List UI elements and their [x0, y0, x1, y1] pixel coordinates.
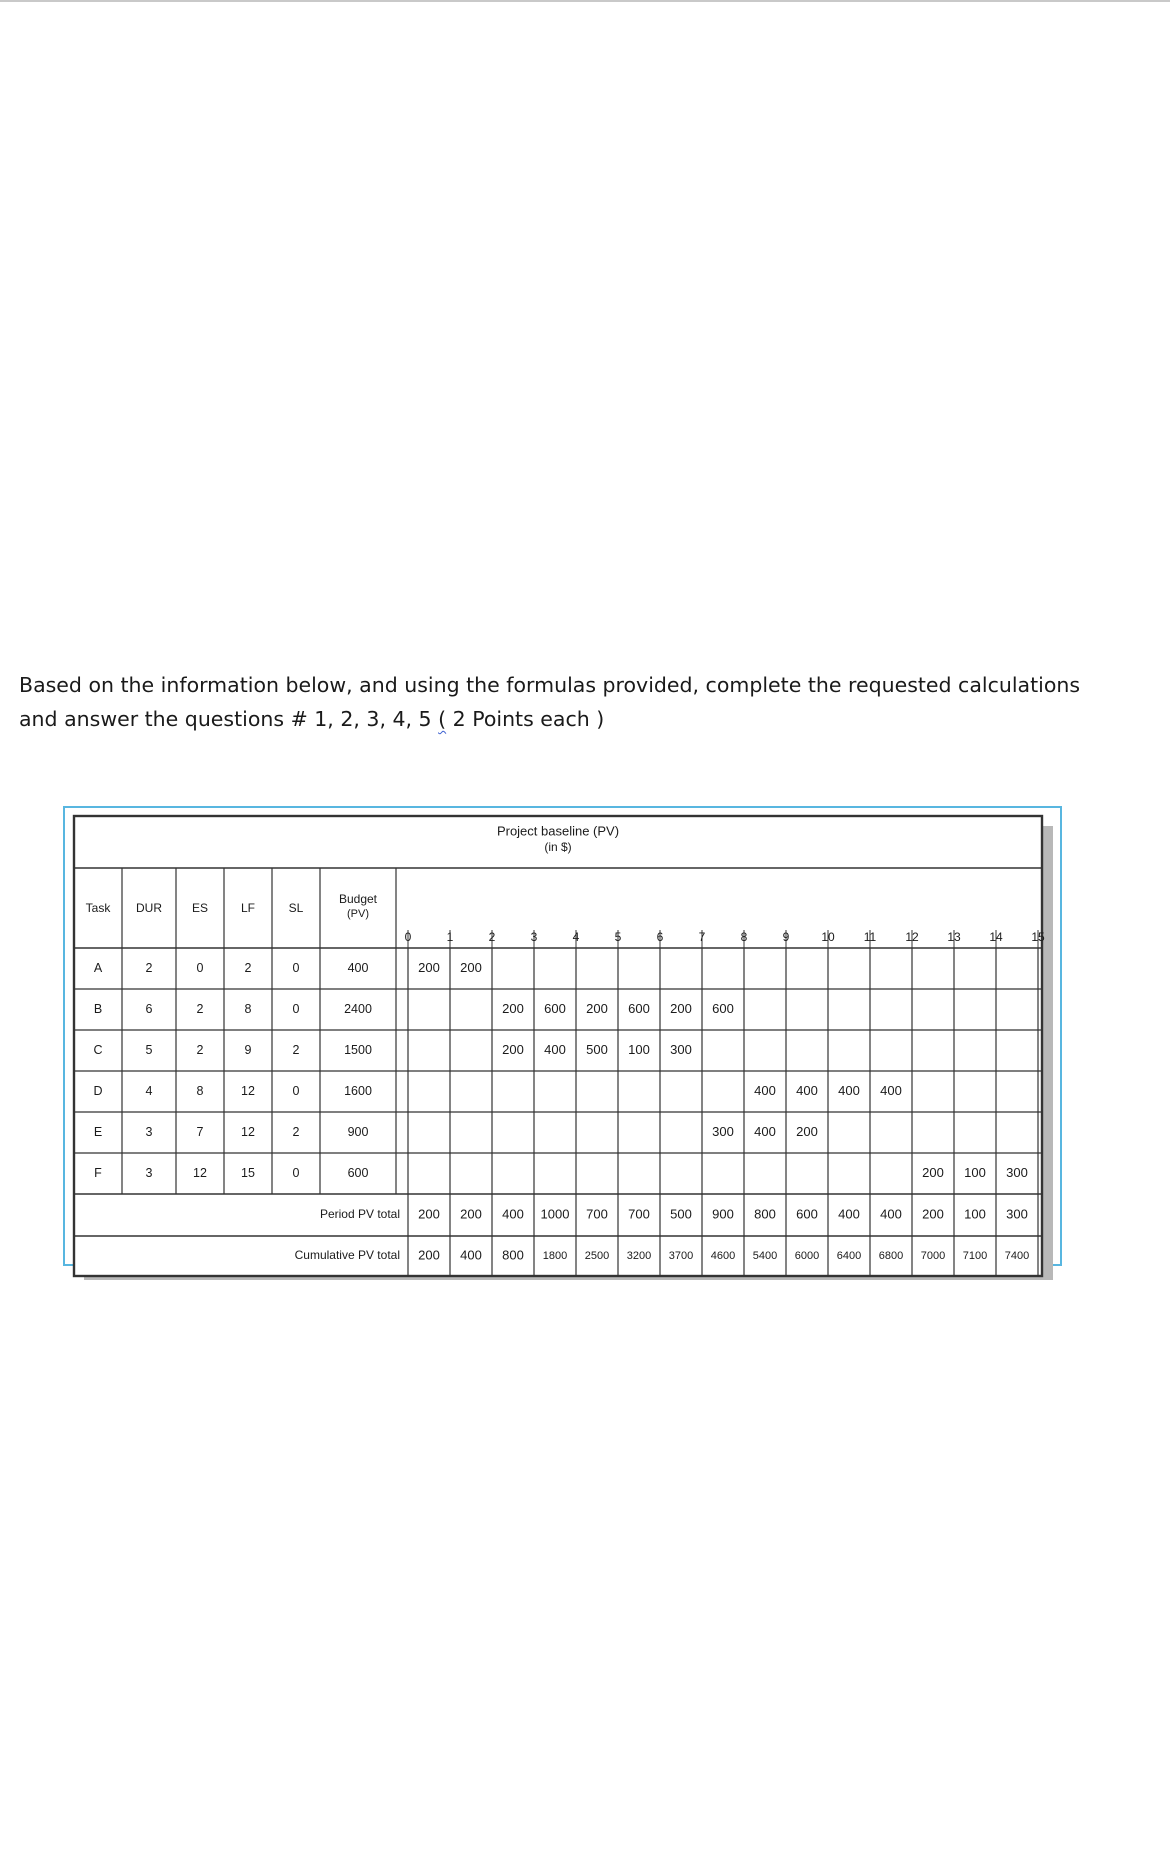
pv-cell-c-6: 100 — [628, 1041, 650, 1057]
period-total-1: 200 — [418, 1206, 440, 1222]
period-total-2: 200 — [460, 1206, 482, 1222]
period-label-10: 10 — [821, 930, 835, 945]
pv-cell-b-6: 600 — [628, 1000, 650, 1016]
pv-cell-d-9: 400 — [754, 1082, 776, 1098]
task-c-task: C — [93, 1042, 103, 1057]
period-total-10: 600 — [796, 1206, 818, 1222]
task-f-budget: 600 — [347, 1165, 369, 1180]
instructions-line-2-start: and answer the questions # 1, 2, 3, 4, 5 — [19, 707, 439, 731]
top-divider — [0, 0, 1170, 2]
task-e-lf: 12 — [241, 1124, 255, 1139]
pv-cell-f-15: 300 — [1006, 1164, 1028, 1180]
period-total-4: 1000 — [540, 1206, 570, 1222]
task-d-task: D — [93, 1083, 103, 1098]
task-a-es: 0 — [196, 960, 204, 975]
spelling-squiggle: ( — [438, 707, 447, 731]
period-label-4: 4 — [572, 930, 580, 945]
cumulative-total-4: 1800 — [542, 1249, 568, 1262]
period-label-7: 7 — [698, 930, 706, 945]
baseline-subtitle: (in $) — [544, 840, 572, 855]
period-total-14: 100 — [964, 1206, 986, 1222]
pv-cell-d-10: 400 — [796, 1082, 818, 1098]
task-f-sl: 0 — [292, 1165, 300, 1180]
period-total-8: 900 — [712, 1206, 734, 1222]
cumulative-total-2: 400 — [460, 1247, 482, 1263]
task-b-task: B — [93, 1001, 103, 1016]
period-total-5: 700 — [586, 1206, 608, 1222]
header-budget: Budget — [338, 892, 378, 907]
cumulative-total-6: 3200 — [626, 1249, 652, 1262]
period-label-3: 3 — [530, 930, 538, 945]
task-f-es: 12 — [193, 1165, 207, 1180]
period-total-11: 400 — [838, 1206, 860, 1222]
pv-cell-c-4: 400 — [544, 1041, 566, 1057]
task-b-budget: 2400 — [344, 1001, 372, 1016]
period-label-2: 2 — [488, 930, 496, 945]
task-d-budget: 1600 — [344, 1083, 372, 1098]
header-sl: SL — [288, 901, 304, 916]
task-e-dur: 3 — [145, 1124, 153, 1139]
task-e-es: 7 — [196, 1124, 204, 1139]
period-total-6: 700 — [628, 1206, 650, 1222]
task-f-dur: 3 — [145, 1165, 153, 1180]
pv-cell-d-11: 400 — [838, 1082, 860, 1098]
period-label-0: 0 — [404, 930, 412, 945]
task-b-es: 2 — [196, 1001, 204, 1016]
period-pv-total-label: Period PV total — [319, 1207, 400, 1222]
task-c-lf: 9 — [244, 1042, 252, 1057]
period-label-13: 13 — [947, 930, 961, 945]
period-total-3: 400 — [502, 1206, 524, 1222]
pv-cell-c-5: 500 — [586, 1041, 608, 1057]
period-total-13: 200 — [922, 1206, 944, 1222]
pv-cell-e-10: 200 — [796, 1123, 818, 1139]
cumulative-total-11: 6400 — [836, 1249, 862, 1262]
period-total-9: 800 — [754, 1206, 776, 1222]
cumulative-total-9: 5400 — [752, 1249, 778, 1262]
instructions-line-2-end: 2 Points each ) — [446, 707, 605, 731]
task-d-sl: 0 — [292, 1083, 300, 1098]
task-e-sl: 2 — [292, 1124, 300, 1139]
pv-cell-e-8: 300 — [712, 1123, 734, 1139]
task-c-budget: 1500 — [344, 1042, 372, 1057]
instructions-line-2 — [19, 702, 1139, 736]
pv-cell-f-14: 100 — [964, 1164, 986, 1180]
pv-cell-a-2: 200 — [460, 959, 482, 975]
cumulative-total-14: 7100 — [962, 1249, 988, 1262]
period-total-7: 500 — [670, 1206, 692, 1222]
cumulative-total-5: 2500 — [584, 1249, 610, 1262]
pv-cell-c-3: 200 — [502, 1041, 524, 1057]
pv-cell-a-1: 200 — [418, 959, 440, 975]
period-total-12: 400 — [880, 1206, 902, 1222]
task-f-task: F — [94, 1165, 102, 1180]
pv-cell-b-3: 200 — [502, 1000, 524, 1016]
pv-cell-b-4: 600 — [544, 1000, 566, 1016]
cumulative-total-7: 3700 — [668, 1249, 694, 1262]
header-es: ES — [191, 901, 209, 916]
period-label-5: 5 — [614, 930, 622, 945]
task-c-es: 2 — [196, 1042, 204, 1057]
period-label-1: 1 — [446, 930, 454, 945]
task-a-lf: 2 — [244, 960, 252, 975]
task-c-dur: 5 — [145, 1042, 153, 1057]
pv-cell-d-12: 400 — [880, 1082, 902, 1098]
task-e-budget: 900 — [347, 1124, 369, 1139]
task-b-lf: 8 — [244, 1001, 252, 1016]
period-label-11: 11 — [863, 930, 877, 945]
header-task: Task — [85, 901, 111, 916]
cumulative-total-1: 200 — [418, 1247, 440, 1263]
baseline-title: Project baseline (PV) — [496, 823, 620, 839]
pv-cell-e-9: 400 — [754, 1123, 776, 1139]
pv-cell-b-8: 600 — [712, 1000, 734, 1016]
task-d-dur: 4 — [145, 1083, 153, 1098]
task-a-budget: 400 — [347, 960, 369, 975]
cumulative-total-3: 800 — [502, 1247, 524, 1263]
task-d-lf: 12 — [241, 1083, 255, 1098]
pv-cell-f-13: 200 — [922, 1164, 944, 1180]
cumulative-total-12: 6800 — [878, 1249, 904, 1262]
period-total-15: 300 — [1006, 1206, 1028, 1222]
period-label-9: 9 — [782, 930, 790, 945]
pv-cell-c-7: 300 — [670, 1041, 692, 1057]
instructions-line-1: Based on the information below, and using the formulas provided, complete the requested calculations — [19, 673, 1081, 697]
header-dur: DUR — [136, 901, 162, 916]
task-a-sl: 0 — [292, 960, 300, 975]
task-a-dur: 2 — [145, 960, 153, 975]
period-label-14: 14 — [989, 930, 1003, 945]
task-c-sl: 2 — [292, 1042, 300, 1057]
task-b-dur: 6 — [145, 1001, 153, 1016]
header-budget-pv: (PV) — [347, 907, 369, 920]
cumulative-total-13: 7000 — [920, 1249, 946, 1262]
project-baseline-table — [74, 816, 1045, 1276]
task-a-task: A — [93, 960, 103, 975]
task-f-lf: 15 — [241, 1165, 255, 1180]
period-label-6: 6 — [656, 930, 664, 945]
pv-cell-b-5: 200 — [586, 1000, 608, 1016]
header-lf: LF — [240, 901, 256, 916]
cumulative-pv-total-label: Cumulative PV total — [294, 1248, 400, 1263]
period-label-8: 8 — [740, 930, 748, 945]
cumulative-total-8: 4600 — [710, 1249, 736, 1262]
task-d-es: 8 — [196, 1083, 204, 1098]
task-e-task: E — [93, 1124, 103, 1139]
period-label-15: 15 — [1031, 930, 1045, 945]
period-label-12: 12 — [905, 930, 919, 945]
pv-cell-b-7: 200 — [670, 1000, 692, 1016]
cumulative-total-10: 6000 — [794, 1249, 820, 1262]
instructions — [19, 668, 1139, 736]
cumulative-total-15: 7400 — [1004, 1249, 1030, 1262]
task-b-sl: 0 — [292, 1001, 300, 1016]
